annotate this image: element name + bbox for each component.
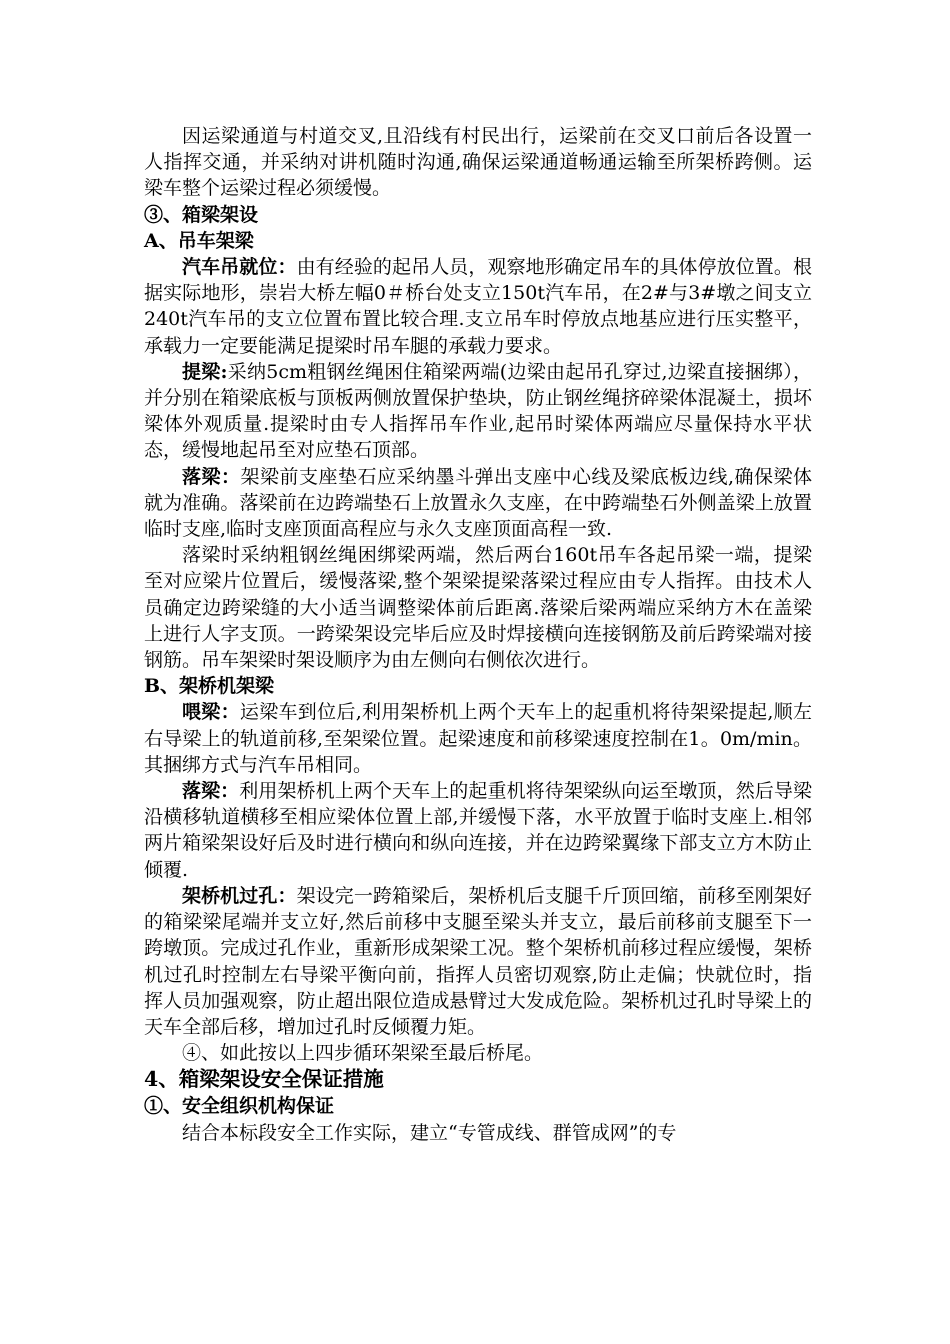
lead-crane-positioning: 汽车吊就位： bbox=[182, 256, 297, 279]
lead-feeding: 喂梁： bbox=[182, 701, 240, 724]
paragraph-crane-positioning: 汽车吊就位：由有经验的起吊人员，观察地形确定吊车的具体停放位置。根据实际地形，崇岩大桥左幅0＃桥台处支立150t汽车吊，在2#与3#墩之间支立240t汽车吊的支立位置布置比较合理.支立吊车时停放点地基应进行压实整平，承载力一定要能满足提梁时吊车腿的承载力要求。 bbox=[144, 256, 812, 357]
paragraph-repeat-cycle: ④、如此按以上四步循环架梁至最后桥尾。 bbox=[182, 1042, 544, 1065]
document-page bbox=[144, 123, 812, 1146]
heading-crane-erection: A、吊车架梁 bbox=[144, 229, 254, 252]
lead-erector-span-move: 架桥机过孔： bbox=[182, 884, 297, 907]
paragraph-lowering-detail: 落梁时采纳粗钢丝绳困绑梁两端，然后两台160t吊车各起吊梁一端，提梁至对应梁片位置后，缓慢落梁,整个架梁提梁落梁过程应由专人指挥。由技术人员确定边跨梁缝的大小适当调整梁体前后距离.落梁后梁两端应采纳方木在盖梁上进行人字支顶。一跨梁架设完毕后应及时焊接横向连接钢筋及前后跨梁端对接钢筋。吊车架梁时架设顺序为由左侧向右侧依次进行。 bbox=[144, 544, 812, 672]
lead-erector-lowering: 落梁： bbox=[182, 780, 240, 803]
paragraph-lifting: 提梁:采纳5cm粗钢丝绳困住箱梁两端(边梁由起吊孔穿过,边梁直接捆绑），并分别在箱梁底板与顶板两侧放置保护垫块，防止钢丝绳挤碎梁体混凝土，损坏梁体外观质量.提梁时由专人指挥吊车作业,起吊时梁体两端应尽量保持水平状态，缓慢地起吊至对应垫石顶部。 bbox=[144, 360, 813, 462]
paragraph-lowering: 落梁：架梁前支座垫石应采纳墨斗弹出支座中心线及梁底板边线,确保梁体就为准确。落梁前在边跨端垫石上放置永久支座，在中跨端垫石外侧盖梁上放置临时支座,临时支座顶面高程应与永久支座顶面高程一致. bbox=[144, 465, 812, 541]
paragraph-transport-traffic: 因运梁通道与村道交叉,且沿线有村民出行，运梁前在交叉口前后各设置一人指挥交通，并采纳对讲机随时沟通,确保运梁通道畅通运输至所架桥跨侧。运梁车整个运梁过程必须缓慢。 bbox=[144, 125, 812, 200]
paragraph-erector-span-move: 架桥机过孔：架设完一跨箱梁后，架桥机后支腿千斤顶回缩，前移至刚架好的箱梁梁尾端并支立好,然后前移中支腿至梁头并支立，最后前移前支腿至下一跨墩顶。完成过孔作业，重新形成架梁工况。整个架桥机前移过程应缓慢，架桥机过孔时控制左右导梁平衡向前，指挥人员密切观察,防止走偏；快就位时，指挥人员加强观察，防止超出限位造成悬臂过大发成危险。架桥机过孔时导梁上的天车全部后移，增加过孔时反倾覆力矩。 bbox=[144, 884, 812, 1038]
paragraph-feeding: 喂梁：运梁车到位后,利用架桥机上两个天车上的起重机将待架梁提起,顺左右导梁上的轨道前移,至架梁位置。起梁速度和前移梁速度控制在1。0m/min。其捆绑方式与汽车吊相同。 bbox=[144, 701, 812, 776]
heading-safety-organization: ①、安全组织机构保证 bbox=[144, 1095, 335, 1118]
heading-bridge-erector: B、架桥机架梁 bbox=[144, 675, 275, 698]
paragraph-erector-lowering: 落梁：利用架桥机上两个天车上的起重机将待架梁纵向运至墩顶，然后导梁沿横移轨道横移至相应梁体位置上部,并缓慢下落，水平放置于临时支座上.相邻两片箱梁架设好后及时进行横向和纵向连接，并在边跨梁翼缘下部支立方木防止倾覆. bbox=[144, 780, 812, 881]
lead-lowering: 落梁： bbox=[182, 465, 241, 488]
heading-box-girder-erection: ③、箱梁架设 bbox=[144, 203, 259, 226]
heading-safety-measures: 4、箱梁架设安全保证措施 bbox=[144, 1067, 384, 1092]
lead-lifting: 提梁: bbox=[182, 360, 228, 383]
paragraph-safety-organization: 结合本标段安全工作实际，建立“专管成线、群管成网”的专 bbox=[182, 1121, 677, 1144]
